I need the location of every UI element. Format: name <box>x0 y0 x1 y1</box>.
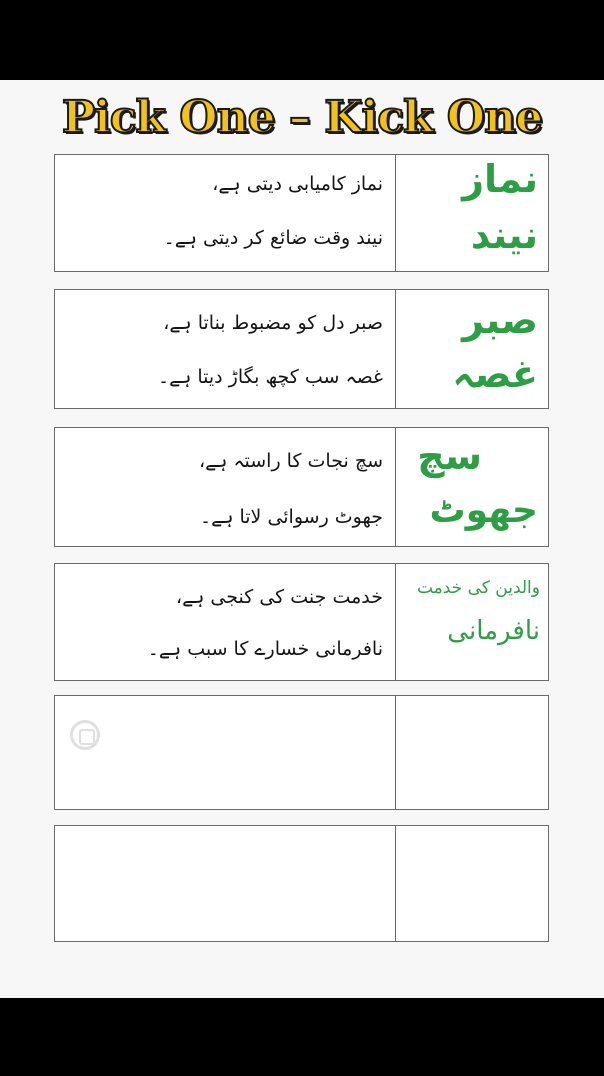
cell-divider <box>395 155 396 271</box>
description-cell <box>63 564 389 680</box>
table-row <box>54 563 549 681</box>
word-cell <box>397 564 548 680</box>
pick-word: صبر <box>462 298 538 342</box>
cell-divider <box>395 290 396 408</box>
cell-divider <box>395 696 396 809</box>
pick-description: خدمت جنت کی کنجی ہے، <box>175 586 383 608</box>
kick-word: جھوٹ <box>429 490 538 531</box>
kick-description: غصہ سب کچھ بگاڑ دیتا ہے۔ <box>157 366 383 388</box>
description-cell <box>63 428 389 546</box>
description-cell <box>63 290 389 408</box>
pick-description: صبر دل کو مضبوط بناتا ہے، <box>163 312 383 334</box>
word-cell <box>397 290 548 408</box>
kick-word: نافرمانی <box>447 616 540 646</box>
empty-table-row <box>54 825 549 942</box>
kick-description: نافرمانی خسارے کا سبب ہے۔ <box>147 638 383 660</box>
cell-divider <box>395 428 396 546</box>
word-cell <box>397 428 548 546</box>
page-title: Pick One – Kick One <box>61 92 543 143</box>
cell-divider <box>395 826 396 941</box>
worksheet <box>0 80 604 998</box>
table-row <box>54 154 549 272</box>
pick-word: والدین کی خدمت <box>416 578 540 598</box>
kick-description: جھوٹ رسوائی لاتا ہے۔ <box>200 506 383 528</box>
pick-description: سچ نجات کا راستہ ہے، <box>198 450 383 472</box>
table-row <box>54 427 549 547</box>
cell-divider <box>395 564 396 680</box>
description-cell <box>63 155 389 271</box>
table-row <box>54 289 549 409</box>
kick-word: غصہ <box>452 352 538 396</box>
watermark-logo-icon <box>70 720 100 750</box>
pick-description: نماز کامیابی دیتی ہے، <box>212 173 383 195</box>
kick-description: نیند وقت ضائع کر دیتی ہے۔ <box>163 227 383 249</box>
pick-word: سچ <box>417 434 482 478</box>
kick-word: نیند <box>470 213 538 257</box>
pick-word: نماز <box>462 157 538 201</box>
empty-table-row <box>54 695 549 810</box>
word-cell <box>397 155 548 271</box>
